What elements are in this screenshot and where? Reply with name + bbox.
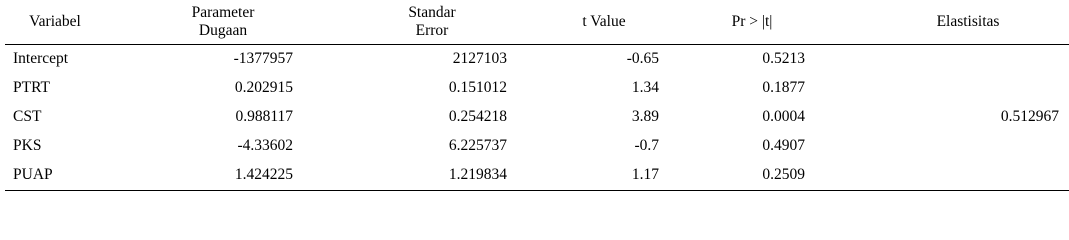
- cell-elasticity: 0.512967: [1000, 107, 1059, 125]
- table-body: [5, 44, 1069, 190]
- cell-pr: 0.0004: [762, 107, 805, 125]
- cell-variable: PUAP: [5, 160, 105, 190]
- cell-pr: 0.4907: [762, 136, 805, 154]
- table-row: [5, 44, 1069, 73]
- header-parameter: [105, 0, 293, 44]
- header-parameter-line2: Dugaan: [198, 21, 248, 39]
- cell-pr: 0.2509: [659, 160, 805, 190]
- cell-std-error: 1.219834: [293, 160, 507, 190]
- header-row: [5, 0, 1069, 44]
- regression-table-container: [5, 0, 1059, 191]
- cell-std-error: 0.254218: [448, 107, 507, 125]
- cell-parameter: 1.424225: [105, 160, 293, 190]
- cell-elasticity: [805, 73, 1069, 102]
- cell-parameter: 0.202915: [234, 78, 293, 96]
- header-parameter-line1: Parameter: [191, 3, 255, 21]
- header-standard-error: [293, 0, 507, 44]
- cell-parameter: -1377957: [233, 49, 293, 67]
- cell-variable: PTRT: [13, 78, 50, 96]
- cell-variable: Intercept: [13, 49, 69, 67]
- cell-std-error: 2127103: [452, 49, 507, 67]
- cell-t-value: 1.17: [507, 160, 659, 190]
- header-t-value: t Value: [507, 0, 659, 44]
- header-standard-line2: Error: [415, 21, 449, 39]
- header-elasticity: Elastisitas: [805, 0, 1069, 44]
- cell-elasticity: [805, 44, 1069, 73]
- cell-t-value: 3.89: [631, 107, 659, 125]
- header-variable: Variabel: [5, 0, 105, 44]
- cell-pr: 0.1877: [762, 78, 805, 96]
- cell-elasticity: [805, 131, 1069, 160]
- cell-pr: 0.5213: [762, 49, 805, 67]
- table-row: [5, 102, 1069, 131]
- table-header: [5, 0, 1069, 44]
- cell-variable: PKS: [13, 136, 42, 154]
- cell-std-error: 0.151012: [448, 78, 507, 96]
- cell-elasticity: [805, 160, 1069, 190]
- cell-std-error: 6.225737: [448, 136, 507, 154]
- regression-table: [5, 0, 1069, 191]
- cell-t-value: -0.7: [634, 136, 659, 154]
- cell-parameter: 0.988117: [235, 107, 293, 125]
- header-standard-line1: Standar: [408, 3, 456, 21]
- cell-t-value: -0.65: [626, 49, 659, 67]
- table-row: [5, 73, 1069, 102]
- table-row: [5, 131, 1069, 160]
- cell-variable: CST: [13, 107, 42, 125]
- table-row: [5, 160, 1069, 190]
- cell-t-value: 1.34: [631, 78, 659, 96]
- header-pr: Pr > |t|: [659, 0, 805, 44]
- cell-parameter: -4.33602: [237, 136, 293, 154]
